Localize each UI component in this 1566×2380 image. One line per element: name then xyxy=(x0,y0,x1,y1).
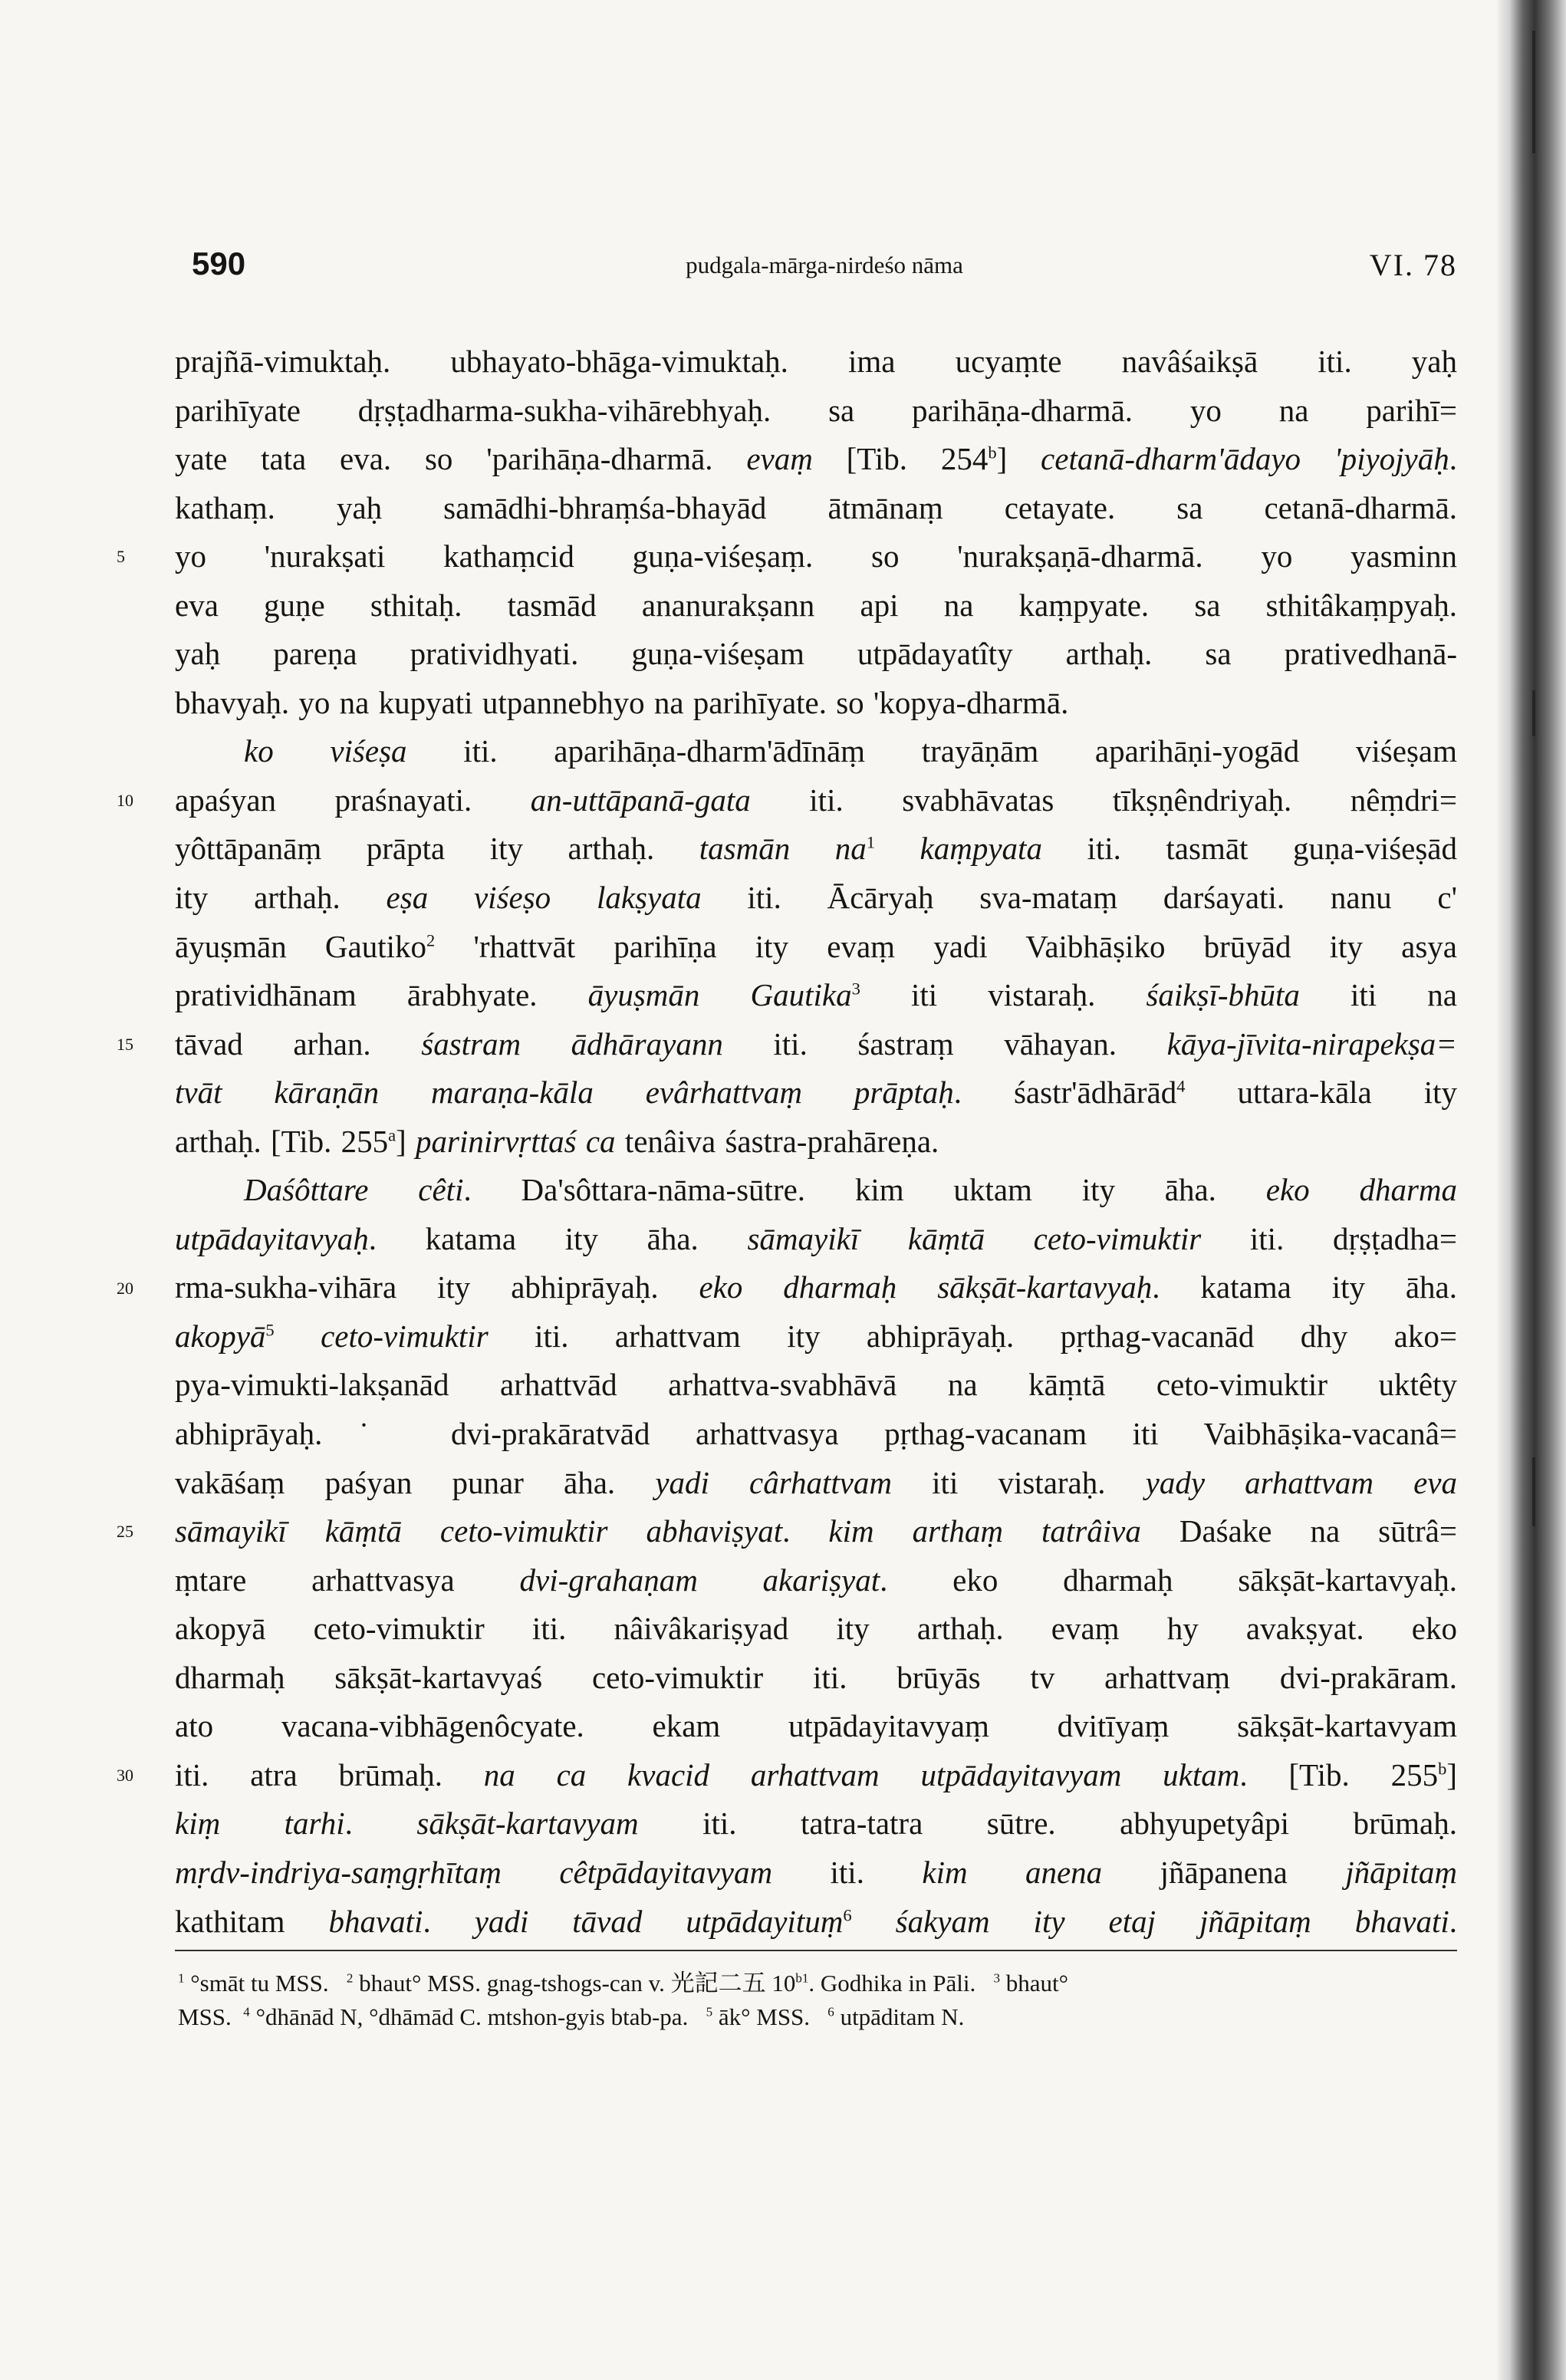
text-line: mṛdv-indriya-saṃgṛhītaṃ cêtpādayitavyam iti. kim anena jñāpanena jñāpitaṃ xyxy=(175,1854,1457,1890)
text-line: āyuṣmān Gautiko$^2$ 'rhattvāt parihīṇa ity evaṃ yadi Vaibhāṣiko brūyād ity asya xyxy=(175,928,1457,964)
text-line: tvāt kāraṇān maraṇa-kāla evârhattvaṃ prāptaḥ. śastr'ādhārād$^4$ uttara-kāla ity xyxy=(175,1075,1457,1111)
text-line: ato vacana-vibhāgenôcyate. ekam utpādayitavyaṃ dvitīyaṃ sākṣāt-kartavyam xyxy=(175,1708,1457,1744)
line-number: 25 xyxy=(117,1522,133,1541)
text-line: yate tata eva. so 'parihāṇa-dharmā. evaṃ [Tib. 254$^b$] cetanā-dharm'ādayo 'piyojyāḥ. xyxy=(175,441,1457,477)
scan-shadow-edge xyxy=(1497,0,1566,2380)
text-line: bhavyaḥ. yo na kupyati utpannebhyo na parihīyate. so 'kopya-dharmā. xyxy=(175,684,1069,720)
text-line: Daśôttare cêti. Da'sôttara-nāma-sūtre. kim uktam ity āha. eko dharma xyxy=(244,1172,1458,1208)
text-line: abhiprāyaḥ.˙ dvi-prakāratvād arhattvasya pṛthag-vacanam iti Vaibhāṣika-vacanâ= xyxy=(175,1416,1457,1452)
text-line: rma-sukha-vihāra ity abhiprāyaḥ. eko dharmaḥ sākṣāt-kartavyaḥ. katama ity āha. xyxy=(175,1269,1457,1305)
text-line: yo 'nurakṣati kathaṃcid guṇa-viśeṣaṃ. so 'nurakṣaṇā-dharmā. yo yasminn xyxy=(175,538,1457,574)
line-number: 5 xyxy=(117,547,125,566)
text-line: ṃtare arhattvasya dvi-grahaṇam akariṣyat. eko dharmaḥ sākṣāt-kartavyaḥ. xyxy=(175,1562,1457,1598)
line-number: 10 xyxy=(117,791,133,810)
scan-speck xyxy=(1532,690,1535,736)
body-text xyxy=(175,337,1457,1946)
text-line: dharmaḥ sākṣāt-kartavyaś ceto-vimuktir iti. brūyās tv arhattvaṃ dvi-prakāram. xyxy=(175,1659,1457,1695)
text-line: arthaḥ. [Tib. 255$^a$] parinirvṛttaś ca tenâiva śastra-prahāreṇa. xyxy=(175,1123,939,1159)
footnote-rule xyxy=(175,1950,1457,1951)
text-line: akopyā$^5$ ceto-vimuktir iti. arhattvam ity abhiprāyaḥ. pṛthag-vacanād dhy ako= xyxy=(175,1318,1457,1354)
text-line: prajñā-vimuktaḥ. ubhayato-bhāga-vimuktaḥ. ima ucyaṃte navâśaikṣā iti. yaḥ xyxy=(175,344,1457,379)
text-line: pratividhānam ārabhyate. āyuṣmān Gautika$^3$ iti vistaraḥ. śaikṣī-bhūta iti na xyxy=(175,977,1457,1013)
scan-speck xyxy=(1532,1457,1535,1526)
text-line: ko viśeṣa iti. aparihāṇa-dharm'ādīnāṃ trayāṇām aparihāṇi-yogād viśeṣam xyxy=(244,733,1457,769)
text-line: kathitam bhavati. yadi tāvad utpādayituṃ$^6$ śakyam ity etaj jñāpitaṃ bhavati. xyxy=(175,1903,1457,1939)
text-line: eva guṇe sthitaḥ. tasmād ananurakṣann api na kaṃpyate. sa sthitâkaṃpyaḥ. xyxy=(175,587,1457,623)
line-number: 30 xyxy=(117,1766,133,1785)
text-line: sāmayikī kāṃtā ceto-vimuktir abhaviṣyat. kim arthaṃ tatrâiva Daśake na sūtrâ= xyxy=(175,1513,1457,1549)
footnote-line: MSS. $^4$ °dhānād N, °dhāmād C. mtshon-gyis btab-pa. $^5$ āk° MSS. $^6$ utpāditam N. xyxy=(178,2003,965,2030)
line-number: 20 xyxy=(117,1279,133,1298)
scan-speck xyxy=(1532,31,1535,153)
text-line: iti. atra brūmaḥ. na ca kvacid arhattvam utpādayitavyam uktam. [Tib. 255$^b$] xyxy=(175,1756,1458,1792)
text-line: kiṃ tarhi. sākṣāt-kartavyam iti. tatra-tatra sūtre. abhyupetyâpi brūmaḥ. xyxy=(175,1806,1457,1842)
text-line: tāvad arhan. śastram ādhārayann iti. śastraṃ vāhayan. kāya-jīvita-nirapekṣa= xyxy=(175,1025,1457,1062)
text-line: kathaṃ. yaḥ samādhi-bhraṃśa-bhayād ātmānaṃ cetayate. sa cetanā-dharmā. xyxy=(175,489,1457,525)
text-line: yaḥ pareṇa pratividhyati. guṇa-viśeṣam utpādayatîty arthaḥ. sa prativedhanā- xyxy=(175,636,1457,672)
section-reference: VI. 78 xyxy=(1369,248,1457,282)
text-line: akopyā ceto-vimuktir iti. nâivâkariṣyad ity arthaḥ. evaṃ hy avakṣyat. eko xyxy=(175,1611,1457,1647)
text-line: pya-vimukti-lakṣanād arhattvād arhattva-svabhāvā na kāṃtā ceto-vimuktir uktêty xyxy=(175,1367,1457,1403)
page-header xyxy=(192,245,1457,291)
line-number: 15 xyxy=(117,1035,133,1054)
text-line: vakāśaṃ paśyan punar āha. yadi cârhattvam iti vistaraḥ. yady arhattvam eva xyxy=(175,1464,1457,1500)
text-line: yôttāpanāṃ prāpta ity arthaḥ. tasmān $na^1$ kaṃpyata iti. tasmāt guṇa-viśeṣād xyxy=(175,831,1458,867)
text-line: apaśyan praśnayati. an-uttāpanā-gata iti. svabhāvatas tīkṣṇêndriyaḥ. nêṃdri= xyxy=(175,782,1457,818)
text-line: parihīyate dṛṣṭadharma-sukha-vihārebhyaḥ. sa parihāṇa-dharmā. yo na parihī= xyxy=(175,392,1457,428)
footnotes xyxy=(178,1967,1457,2034)
text-line: ity arthaḥ. eṣa viśeṣo lakṣyata iti. Ācāryaḥ sva-mataṃ darśayati. nanu c' xyxy=(175,880,1457,916)
footnote-line: $^1$ °smāt tu MSS. $^2$ bhaut° MSS. gnag-tshogs-can v. 光記二五 $10^{b1}$. Godhika in Pāli. $^3$ bhaut° xyxy=(178,1970,1069,1997)
page-number: 590 xyxy=(192,245,246,281)
running-title: pudgala-mārga-nirdeśo nāma xyxy=(686,252,963,278)
text-line: utpādayitavyaḥ. katama ity āha. sāmayikī kāṃtā ceto-vimuktir iti. dṛṣṭadha= xyxy=(175,1220,1457,1256)
